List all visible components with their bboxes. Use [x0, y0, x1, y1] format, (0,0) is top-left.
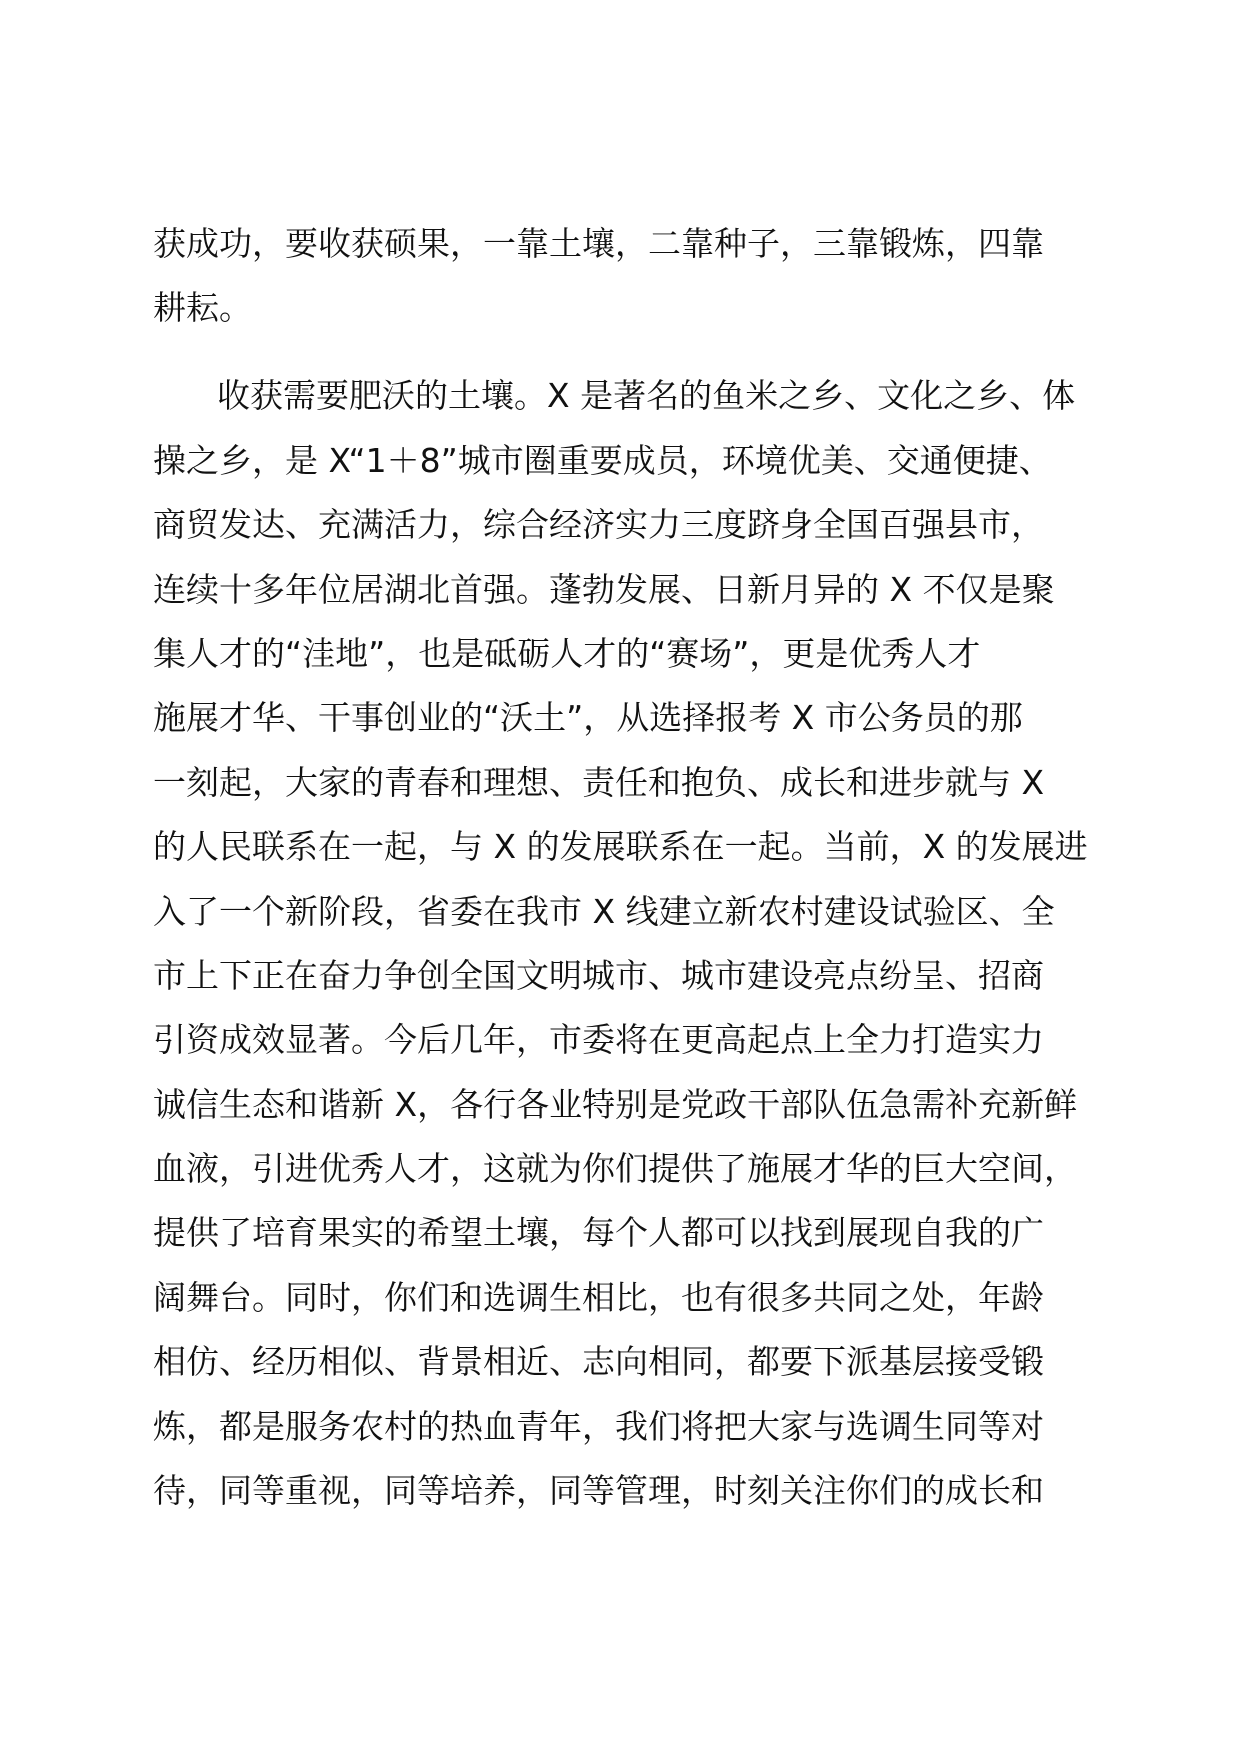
text-line: 待，同等重视，同等培养，同等管理，时刻关注你们的成长和	[153, 1471, 1044, 1511]
text-line: 商贸发达、充满活力，综合经济实力三度跻身全国百强县市，	[153, 505, 1044, 545]
paragraph-1	[153, 212, 1113, 340]
text-line: 操之乡，是 X“1＋8”城市圈重要成员，环境优美、交通便捷、	[153, 440, 1052, 480]
text-line: 获成功，要收获硕果，一靠土壤，二靠种子，三靠锻炼，四靠	[153, 224, 1044, 263]
text-line: 一刻起，大家的青春和理想、责任和抱负、成长和进步就与 X	[153, 762, 1045, 802]
text-line: 集人才的“洼地”，也是砥砺人才的“赛场”，更是优秀人才	[153, 633, 981, 673]
text-line: 耕耘。	[153, 288, 252, 327]
text-line: 的人民联系在一起，与 X 的发展联系在一起。当前，X 的发展进	[153, 827, 1088, 867]
text-line: 市上下正在奋力争创全国文明城市、城市建设亮点纷呈、招商	[153, 955, 1044, 995]
text-line: 阔舞台。同时，你们和选调生相比，也有很多共同之处，年龄	[153, 1277, 1044, 1317]
text-line: 收获需要肥沃的土壤。X 是著名的鱼米之乡、文化之乡、体	[217, 376, 1076, 416]
text-line: 提供了培育果实的希望土壤，每个人都可以找到展现自我的广	[153, 1213, 1044, 1253]
text-line: 引资成效显著。今后几年，市委将在更高起点上全力打造实力	[153, 1020, 1044, 1060]
paragraph-2	[153, 364, 1113, 1523]
text-line: 炼，都是服务农村的热血青年，我们将把大家与选调生同等对	[153, 1406, 1044, 1446]
text-line: 入了一个新阶段，省委在我市 X 线建立新农村建设试验区、全	[153, 891, 1055, 931]
text-line: 连续十多年位居湖北首强。蓬勃发展、日新月异的 X 不仅是聚	[153, 569, 1055, 609]
text-line: 施展才华、干事创业的“沃土”，从选择报考 X 市公务员的那	[153, 698, 1023, 738]
paragraph-spacing	[153, 340, 1113, 364]
text-line: 相仿、经历相似、背景相近、志向相同，都要下派基层接受锻	[153, 1342, 1044, 1382]
document-body	[153, 212, 1113, 1523]
text-line: 诚信生态和谐新 X，各行各业特别是党政干部队伍急需补充新鲜	[153, 1084, 1078, 1124]
text-line: 血液，引进优秀人才，这就为你们提供了施展才华的巨大空间，	[153, 1149, 1077, 1189]
